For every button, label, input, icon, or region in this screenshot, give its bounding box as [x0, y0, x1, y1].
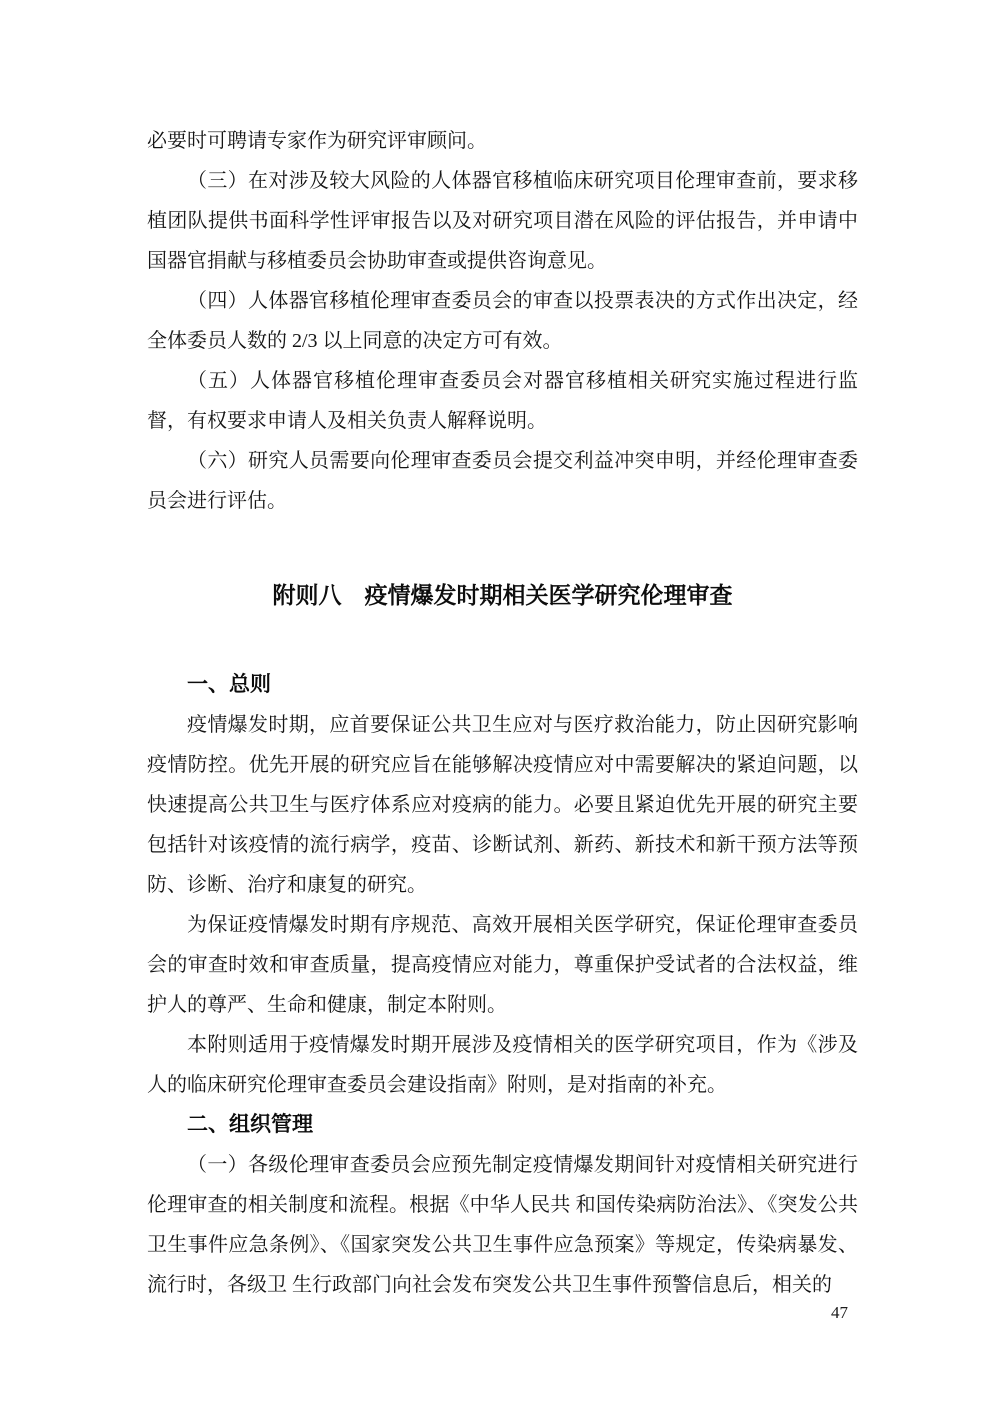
page-number: 47 [831, 1303, 848, 1322]
section-1-paragraph-3: 本附则适用于疫情爆发时期开展涉及疫情相关的医学研究项目，作为《涉及人的临床研究伦理审查委员会建设指南》附则，是对指南的补充。 [147, 1034, 858, 1096]
paragraph-item-5: （五）人体器官移植伦理审查委员会对器官移植相关研究实施过程进行监督，有权要求申请人及相关负责人解释说明。 [147, 370, 858, 432]
paragraph-item-3: （三）在对涉及较大风险的人体器官移植临床研究项目伦理审查前，要求移植团队提供书面科学性评审报告以及对研究项目潜在风险的评估报告，并申请中国器官捐献与移植委员会协助审查或提供咨询意见。 [147, 170, 858, 272]
paragraph-item-6: （六）研究人员需要向伦理审查委员会提交利益冲突申明，并经伦理审查委员会进行评估。 [147, 450, 858, 512]
paragraph-continuation: 必要时可聘请专家作为研究评审顾问。 [147, 130, 487, 152]
section-1-paragraph-2: 为保证疫情爆发时期有序规范、高效开展相关医学研究，保证伦理审查委员会的审查时效和审查质量，提高疫情应对能力，尊重保护受试者的合法权益，维护人的尊严、生命和健康，制定本附则。 [147, 914, 858, 1016]
paragraph-item-4: （四）人体器官移植伦理审查委员会的审查以投票表决的方式作出决定，经全体委员人数的 2/3 以上同意的决定方可有效。 [147, 290, 858, 352]
section-1-heading: 一、总则 [187, 673, 271, 696]
section-2-heading: 二、组织管理 [187, 1113, 313, 1136]
section-1-paragraph-1: 疫情爆发时期，应首要保证公共卫生应对与医疗救治能力，防止因研究影响疫情防控。优先开展的研究应旨在能够解决疫情应对中需要解决的紧迫问题，以快速提高公共卫生与医疗体系应对疫病的能力。必要且紧迫优先开展的研究主要包括针对该疫情的流行病学，疫苗、诊断试剂、新药、新技术和新干预方法等预防、诊断、治疗和康复的研究。 [147, 714, 858, 896]
page-content [147, 121, 858, 1305]
section-2-paragraph-1: （一）各级伦理审查委员会应预先制定疫情爆发期间针对疫情相关研究进行伦理审查的相关制度和流程。根据《中华人民共 和国传染病防治法》、《突发公共卫生事件应急条例》、《国家突发公共卫生事件应急预案》等规定，传染病暴发、流行时，各级卫 生行政部门向社会发布突发公共卫生事件预警信息后，相关的 [147, 1154, 858, 1296]
chapter-heading: 附则八 疫情爆发时期相关医学研究伦理审查 [272, 582, 733, 608]
